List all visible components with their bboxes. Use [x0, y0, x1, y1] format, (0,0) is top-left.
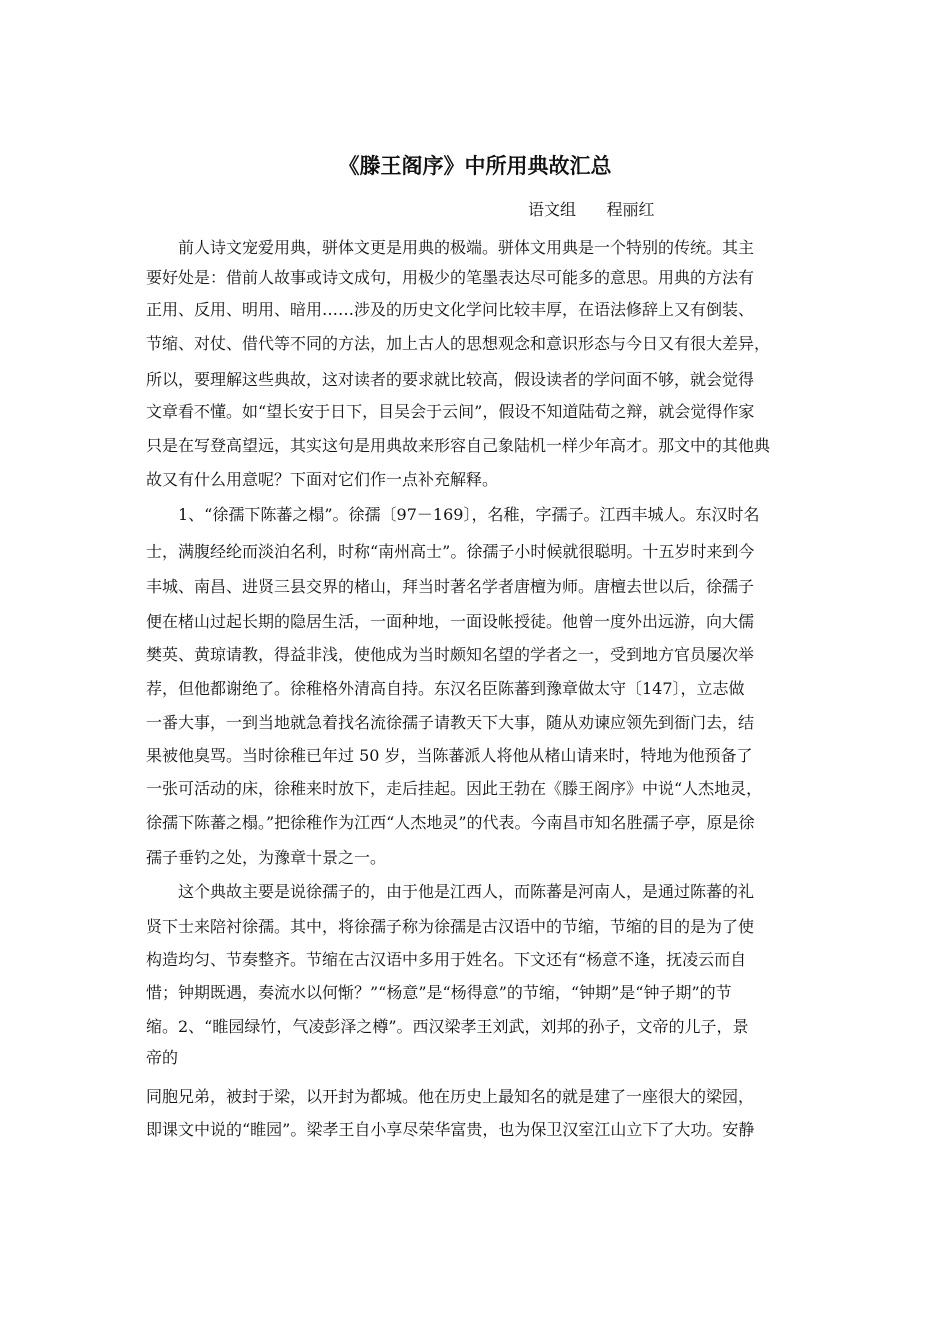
- paragraph-line: 贤下士来陪衬徐孺。其中，将徐孺子称为徐孺是古汉语中的节缩，节缩的目的是为了使: [146, 917, 755, 936]
- paragraph-line: 樊英、黄琼请教，得益非浅，使他成为当时颇知名望的学者之一，受到地方官员屡次举: [146, 645, 755, 664]
- paragraph-line: 便在楮山过起长期的隐居生活，一面种地，一面设帐授徒。他曾一度外出远游，向大儒: [146, 612, 755, 631]
- paragraph-line: 缩。2、“睢园绿竹，气凌彭泽之樽”。西汉梁孝王刘武，刘邦的孙子，文帝的儿子，景: [146, 1017, 749, 1036]
- paragraph-line: 一张可活动的床，徐稚来时放下，走后挂起。因此王勃在《滕王阁序》中说“人杰地灵，: [146, 779, 763, 798]
- paragraph-line: 节缩、对仗、借代等不同的方法，加上古人的思想观念和意识形态与今日又有很大差异，: [146, 334, 771, 353]
- paragraph-line: 帝的: [146, 1048, 179, 1067]
- author-line: 语文组 程丽红: [528, 200, 655, 219]
- paragraph-line: 1、“徐孺下陈蕃之榻”。徐孺〔97－169〕，名稚，字孺子。江西丰城人。东汉时名: [178, 505, 760, 524]
- paragraph-line: 果被他臭骂。当时徐稚已年过 50 岁，当陈蕃派人将他从楮山请来时，特地为他预备了: [146, 746, 753, 765]
- paragraph-line: 士，满腹经纶而淡泊名利，时称“南州高士”。徐孺子小时候就很聪明。十五岁时来到今: [146, 542, 755, 561]
- paragraph-line: 只是在写登高望远，其实这句是用典故来形容自己象陆机一样少年高才。那文中的其他典: [146, 436, 771, 455]
- paragraph-line: 文章看不懂。如“望长安于日下，目吴会于云间”，假设不知道陆荀之辩，就会觉得作家: [146, 402, 755, 421]
- paragraph-line: 构造均匀、节奏整齐。节缩在古汉语中多用于姓名。下文还有“杨意不逢，抚凌云而自: [146, 950, 747, 969]
- paragraph-line: 所以，要理解这些典故，这对读者的要求就比较高，假设读者的学问面不够，就会觉得: [146, 370, 755, 389]
- paragraph-line: 荐，但他都谢绝了。徐稚格外清高自持。东汉名臣陈蕃到豫章做太守〔147〕，立志做: [146, 679, 745, 698]
- paragraph-line: 要好处是：借前人故事或诗文成句，用极少的笔墨表达尽可能多的意思。用典的方法有: [146, 268, 755, 287]
- paragraph-line: 同胞兄弟，被封于梁，以开封为都城。他在历史上最知名的就是建了一座很大的梁园，: [146, 1087, 755, 1106]
- paragraph-line: 正用、反用、明用、暗用……涉及的历史文化学问比较丰厚，在语法修辞上又有倒装、: [146, 300, 755, 319]
- document-title: 《滕王阁序》中所用典故汇总: [338, 154, 612, 178]
- paragraph-line: 前人诗文宠爱用典，骈体文更是用典的极端。骈体文用典是一个特别的传统。其主: [178, 238, 755, 257]
- paragraph-line: 一番大事，一到当地就急着找名流徐孺子请教天下大事，随从劝谏应领先到衙门去，结: [146, 713, 755, 732]
- paragraph-line: 即课文中说的“睢园”。梁孝王自小享尽荣华富贵，也为保卫汉室江山立下了大功。安静: [146, 1120, 755, 1139]
- paragraph-line: 这个典故主要是说徐孺子的，由于他是江西人，而陈蕃是河南人，是通过陈蕃的礼: [178, 882, 755, 901]
- paragraph-line: 丰城、南昌、进贤三县交界的楮山，拜当时著名学者唐檀为师。唐檀去世以后，徐孺子: [146, 577, 755, 596]
- paragraph-line: 故又有什么用意呢？下面对它们作一点补充解释。: [146, 470, 499, 489]
- paragraph-line: 徐孺下陈蕃之榻。”把徐稚作为江西“人杰地灵”的代表。今南昌市知名胜孺子亭，原是徐: [146, 813, 755, 832]
- paragraph-line: 惜；钟期既遇，奏流水以何惭？”“杨意”是“杨得意”的节缩，“钟期”是“钟子期”的节: [146, 983, 732, 1002]
- paragraph-line: 孺子垂钓之处，为豫章十景之一。: [146, 848, 387, 867]
